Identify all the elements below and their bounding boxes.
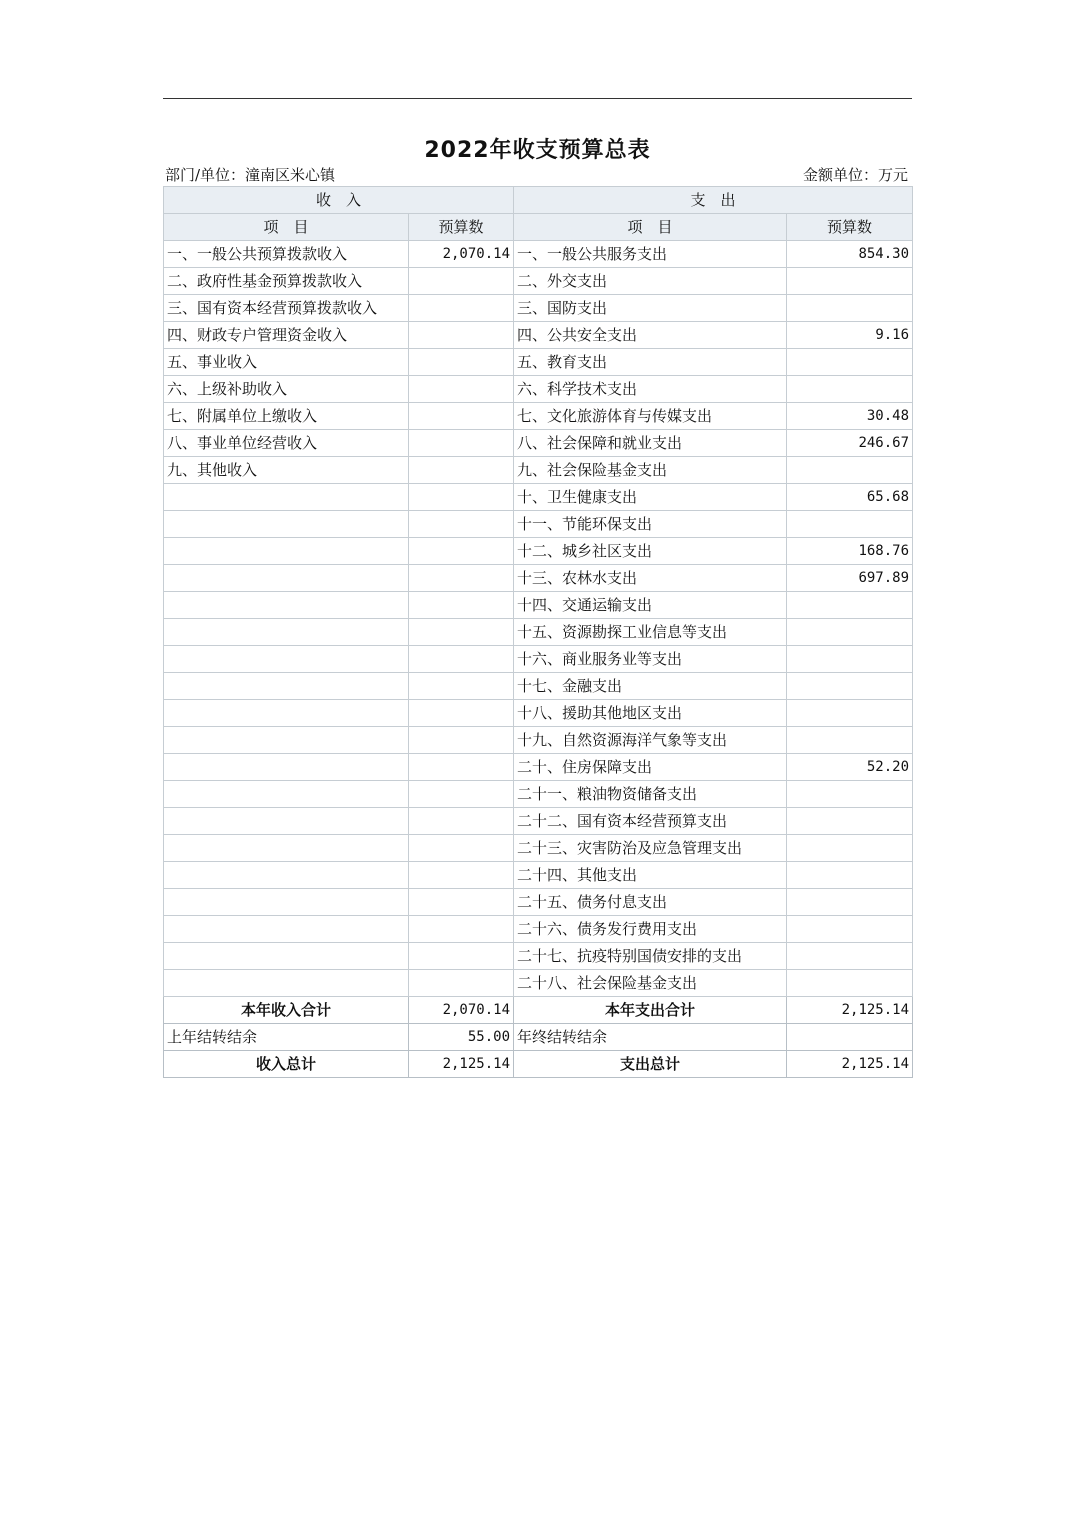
year-total-row bbox=[164, 997, 913, 1024]
expense-amount-cell: 854.30 bbox=[787, 241, 913, 268]
year-total-row-income-amount: 2,070.14 bbox=[409, 997, 514, 1024]
expense-item-cell: 二十四、其他支出 bbox=[514, 862, 787, 889]
carryover-row-income-amount: 55.00 bbox=[409, 1024, 514, 1051]
unit-label: 部门/单位：潼南区米心镇 bbox=[165, 166, 336, 184]
expense-item-cell: 十四、交通运输支出 bbox=[514, 592, 787, 619]
table-row bbox=[164, 889, 913, 916]
income-amount-cell bbox=[409, 565, 514, 592]
expense-amount-cell bbox=[787, 511, 913, 538]
income-amount-cell bbox=[409, 538, 514, 565]
income-amount-cell: 2,070.14 bbox=[409, 241, 514, 268]
expense-item-cell: 二十五、债务付息支出 bbox=[514, 889, 787, 916]
table-row bbox=[164, 511, 913, 538]
income-item-cell bbox=[164, 673, 409, 700]
income-amount-cell bbox=[409, 970, 514, 997]
expense-amount-cell: 9.16 bbox=[787, 322, 913, 349]
table-row bbox=[164, 322, 913, 349]
income-amount-cell bbox=[409, 673, 514, 700]
expense-item-cell: 四、公共安全支出 bbox=[514, 322, 787, 349]
income-item-cell: 五、事业收入 bbox=[164, 349, 409, 376]
table-group-header bbox=[164, 187, 913, 214]
expense-item-cell: 六、科学技术支出 bbox=[514, 376, 787, 403]
expense-amount-cell bbox=[787, 295, 913, 322]
income-item-cell bbox=[164, 538, 409, 565]
income-item-cell bbox=[164, 916, 409, 943]
income-item-cell: 七、附属单位上缴收入 bbox=[164, 403, 409, 430]
expense-item-cell: 二十一、粮油物资储备支出 bbox=[514, 781, 787, 808]
table-row bbox=[164, 727, 913, 754]
income-item-cell: 一、一般公共预算拨款收入 bbox=[164, 241, 409, 268]
income-amount-cell bbox=[409, 781, 514, 808]
table-row bbox=[164, 781, 913, 808]
expense-group-header: 支 出 bbox=[514, 187, 913, 214]
carryover-row-expense-label: 年终结转结余 bbox=[514, 1024, 787, 1051]
income-amount-cell bbox=[409, 457, 514, 484]
income-item-cell: 三、国有资本经营预算拨款收入 bbox=[164, 295, 409, 322]
income-item-cell bbox=[164, 511, 409, 538]
table-row bbox=[164, 808, 913, 835]
table-row bbox=[164, 295, 913, 322]
expense-item-cell: 二十三、灾害防治及应急管理支出 bbox=[514, 835, 787, 862]
expense-amount-cell: 168.76 bbox=[787, 538, 913, 565]
income-item-cell bbox=[164, 862, 409, 889]
income-amount-cell bbox=[409, 646, 514, 673]
expense-item-cell: 三、国防支出 bbox=[514, 295, 787, 322]
expense-item-cell: 一、一般公共服务支出 bbox=[514, 241, 787, 268]
income-item-cell: 二、政府性基金预算拨款收入 bbox=[164, 268, 409, 295]
expense-item-cell: 七、文化旅游体育与传媒支出 bbox=[514, 403, 787, 430]
top-rule bbox=[163, 98, 912, 99]
expense-amount-cell bbox=[787, 457, 913, 484]
expense-amount-cell bbox=[787, 808, 913, 835]
year-total-row-expense-label: 本年支出合计 bbox=[514, 997, 787, 1024]
income-item-cell: 九、其他收入 bbox=[164, 457, 409, 484]
table-row bbox=[164, 619, 913, 646]
expense-amount-cell bbox=[787, 673, 913, 700]
income-item-cell bbox=[164, 835, 409, 862]
income-item-cell bbox=[164, 592, 409, 619]
amount-unit-label: 金额单位：万元 bbox=[802, 166, 908, 184]
grand-total-row bbox=[164, 1051, 913, 1078]
table-row bbox=[164, 241, 913, 268]
expense-amount-cell bbox=[787, 781, 913, 808]
income-item-cell bbox=[164, 727, 409, 754]
income-item-cell bbox=[164, 700, 409, 727]
income-amount-cell bbox=[409, 295, 514, 322]
page-title: 2022年收支预算总表 bbox=[424, 138, 651, 163]
expense-item-cell: 二十七、抗疫特别国债安排的支出 bbox=[514, 943, 787, 970]
expense-item-cell: 二十二、国有资本经营预算支出 bbox=[514, 808, 787, 835]
income-item-cell: 四、财政专户管理资金收入 bbox=[164, 322, 409, 349]
income-amount-cell bbox=[409, 322, 514, 349]
table-row bbox=[164, 403, 913, 430]
table-row bbox=[164, 565, 913, 592]
income-item-header: 项 目 bbox=[164, 214, 409, 241]
grand-total-row-expense-label: 支出总计 bbox=[514, 1051, 787, 1078]
budget-table bbox=[163, 186, 913, 1078]
expense-item-cell: 九、社会保险基金支出 bbox=[514, 457, 787, 484]
income-amount-cell bbox=[409, 430, 514, 457]
income-amount-cell bbox=[409, 268, 514, 295]
income-item-cell bbox=[164, 970, 409, 997]
income-amount-cell bbox=[409, 619, 514, 646]
expense-amount-cell: 246.67 bbox=[787, 430, 913, 457]
income-amount-cell bbox=[409, 592, 514, 619]
expense-amount-cell: 30.48 bbox=[787, 403, 913, 430]
table-row bbox=[164, 835, 913, 862]
income-amount-cell bbox=[409, 835, 514, 862]
expense-amount-cell bbox=[787, 619, 913, 646]
grand-total-row-income-amount: 2,125.14 bbox=[409, 1051, 514, 1078]
expense-item-cell: 五、教育支出 bbox=[514, 349, 787, 376]
expense-item-cell: 二十、住房保障支出 bbox=[514, 754, 787, 781]
income-amount-cell bbox=[409, 349, 514, 376]
table-row bbox=[164, 376, 913, 403]
income-amount-cell bbox=[409, 727, 514, 754]
income-item-cell bbox=[164, 943, 409, 970]
income-amount-cell bbox=[409, 916, 514, 943]
income-amount-cell bbox=[409, 403, 514, 430]
expense-amount-cell bbox=[787, 376, 913, 403]
expense-amount-cell: 52.20 bbox=[787, 754, 913, 781]
income-amount-cell bbox=[409, 808, 514, 835]
carryover-row bbox=[164, 1024, 913, 1051]
expense-item-cell: 十三、农林水支出 bbox=[514, 565, 787, 592]
expense-amount-cell bbox=[787, 889, 913, 916]
table-row bbox=[164, 943, 913, 970]
year-total-row-income-label: 本年收入合计 bbox=[164, 997, 409, 1024]
income-amount-cell bbox=[409, 484, 514, 511]
expense-item-cell: 十七、金融支出 bbox=[514, 673, 787, 700]
income-item-cell bbox=[164, 484, 409, 511]
expense-item-cell: 十八、援助其他地区支出 bbox=[514, 700, 787, 727]
table-row bbox=[164, 430, 913, 457]
table-row bbox=[164, 862, 913, 889]
income-item-cell bbox=[164, 889, 409, 916]
grand-total-row-expense-amount: 2,125.14 bbox=[787, 1051, 913, 1078]
expense-item-cell: 十九、自然资源海洋气象等支出 bbox=[514, 727, 787, 754]
income-amount-cell bbox=[409, 754, 514, 781]
income-amount-cell bbox=[409, 700, 514, 727]
expense-amount-cell: 697.89 bbox=[787, 565, 913, 592]
table-row bbox=[164, 349, 913, 376]
expense-amount-cell bbox=[787, 700, 913, 727]
expense-item-cell: 十六、商业服务业等支出 bbox=[514, 646, 787, 673]
table-row bbox=[164, 673, 913, 700]
table-row bbox=[164, 700, 913, 727]
table-row bbox=[164, 646, 913, 673]
expense-amount-cell bbox=[787, 592, 913, 619]
expense-item-header: 项 目 bbox=[514, 214, 787, 241]
table-row bbox=[164, 592, 913, 619]
carryover-row-income-label: 上年结转结余 bbox=[164, 1024, 409, 1051]
grand-total-row-income-label: 收入总计 bbox=[164, 1051, 409, 1078]
table-row bbox=[164, 484, 913, 511]
income-amount-cell bbox=[409, 889, 514, 916]
table-row bbox=[164, 538, 913, 565]
expense-amount-cell bbox=[787, 970, 913, 997]
expense-budget-header: 预算数 bbox=[787, 214, 913, 241]
budget-table-body bbox=[164, 187, 913, 1078]
expense-item-cell: 十二、城乡社区支出 bbox=[514, 538, 787, 565]
expense-item-cell: 十、卫生健康支出 bbox=[514, 484, 787, 511]
income-budget-header: 预算数 bbox=[409, 214, 514, 241]
income-amount-cell bbox=[409, 943, 514, 970]
expense-item-cell: 二十八、社会保险基金支出 bbox=[514, 970, 787, 997]
table-row bbox=[164, 970, 913, 997]
year-total-row-expense-amount: 2,125.14 bbox=[787, 997, 913, 1024]
expense-amount-cell bbox=[787, 646, 913, 673]
expense-amount-cell bbox=[787, 727, 913, 754]
income-item-cell bbox=[164, 808, 409, 835]
expense-amount-cell bbox=[787, 916, 913, 943]
expense-item-cell: 二、外交支出 bbox=[514, 268, 787, 295]
income-amount-cell bbox=[409, 862, 514, 889]
table-row bbox=[164, 268, 913, 295]
income-item-cell bbox=[164, 781, 409, 808]
table-row bbox=[164, 457, 913, 484]
expense-amount-cell bbox=[787, 835, 913, 862]
expense-item-cell: 八、社会保障和就业支出 bbox=[514, 430, 787, 457]
income-amount-cell bbox=[409, 376, 514, 403]
table-row bbox=[164, 916, 913, 943]
income-item-cell bbox=[164, 565, 409, 592]
income-amount-cell bbox=[409, 511, 514, 538]
income-group-header: 收 入 bbox=[164, 187, 514, 214]
table-column-header bbox=[164, 214, 913, 241]
carryover-row-expense-amount bbox=[787, 1024, 913, 1051]
table-row bbox=[164, 754, 913, 781]
income-item-cell: 六、上级补助收入 bbox=[164, 376, 409, 403]
income-item-cell bbox=[164, 619, 409, 646]
expense-amount-cell bbox=[787, 268, 913, 295]
expense-amount-cell bbox=[787, 349, 913, 376]
expense-amount-cell bbox=[787, 862, 913, 889]
expense-amount-cell bbox=[787, 943, 913, 970]
expense-item-cell: 二十六、债务发行费用支出 bbox=[514, 916, 787, 943]
expense-item-cell: 十一、节能环保支出 bbox=[514, 511, 787, 538]
expense-amount-cell: 65.68 bbox=[787, 484, 913, 511]
income-item-cell bbox=[164, 646, 409, 673]
income-item-cell: 八、事业单位经营收入 bbox=[164, 430, 409, 457]
income-item-cell bbox=[164, 754, 409, 781]
expense-item-cell: 十五、资源勘探工业信息等支出 bbox=[514, 619, 787, 646]
